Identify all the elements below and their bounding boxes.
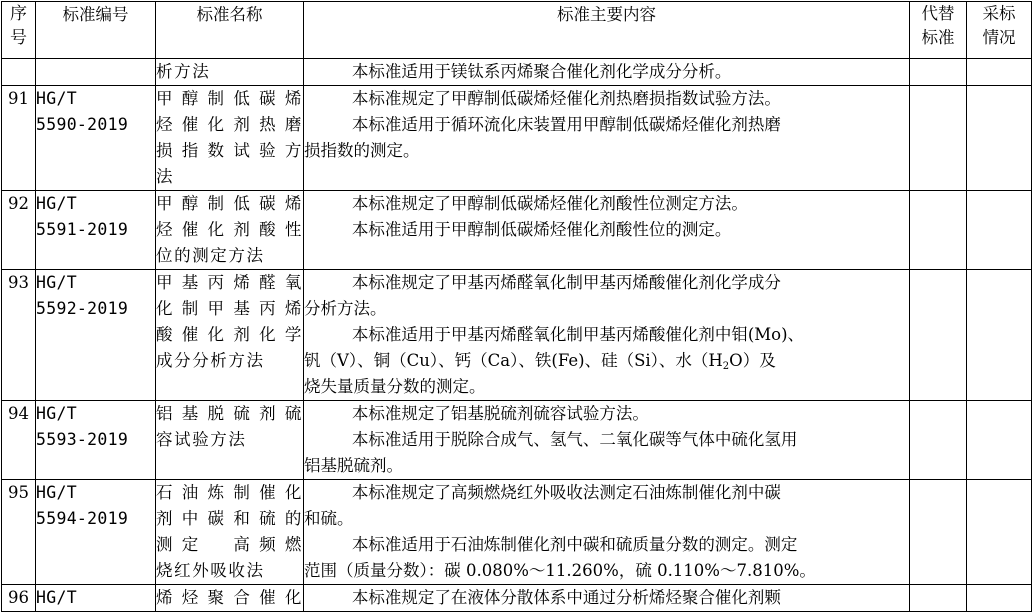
content-para: 损指数的测定。 — [304, 141, 420, 160]
row-name — [156, 86, 304, 191]
content-para — [304, 348, 909, 374]
row-name — [156, 59, 304, 86]
content-para: 本标准适用于脱除合成气、氢气、二氧化碳等气体中硫化氢用 — [351, 430, 798, 449]
row-code — [36, 585, 156, 612]
name-line: 剂中碳和硫的 — [156, 509, 303, 528]
table-row — [2, 86, 1032, 191]
content-text: 钒（V）、铜（Cu）、钙（Ca）、铁(Fe)、硅（Si）、水（H — [304, 351, 723, 370]
row-adopted — [967, 480, 1032, 585]
table-row — [2, 585, 1032, 612]
table-row — [2, 270, 1032, 401]
code-prefix: HG/T — [36, 273, 77, 292]
content-para: 本标准适用于循环流化床装置用甲醇制低碳烯烃催化剂热磨 — [351, 115, 781, 134]
row-code — [36, 270, 156, 401]
name-line: 石油炼制催化 — [156, 483, 303, 502]
name-line: 甲醇制低碳烯 — [156, 194, 303, 213]
row-seq: 91 — [2, 86, 36, 191]
name-line: 烃催化剂酸性 — [156, 220, 303, 239]
row-content — [304, 401, 910, 480]
name-line: 成分分析方法 — [156, 351, 265, 370]
standards-table — [1, 1, 1032, 612]
row-adopted — [967, 86, 1032, 191]
header-code: 标准编号 — [36, 2, 156, 59]
code-prefix: HG/T — [36, 483, 77, 502]
name-line: 化制甲基丙烯 — [156, 299, 303, 318]
row-name — [156, 270, 304, 401]
row-adopted — [967, 59, 1032, 86]
content-para: 本标准规定了在液体分散体系中通过分析烯烃聚合催化剂颗 — [351, 588, 781, 607]
header-content: 标准主要内容 — [304, 2, 910, 59]
code-prefix: HG/T — [36, 404, 77, 423]
header-name: 标准名称 — [156, 2, 304, 59]
content-para: 铝基脱硫剂。 — [304, 456, 403, 475]
content-para: 范围（质量分数）：碳 0.080%～11.260%，硫 0.110%～7.810%。 — [304, 561, 816, 580]
row-name — [156, 191, 304, 270]
code-prefix: HG/T — [36, 194, 77, 213]
row-replaced — [910, 401, 967, 480]
row-seq: 95 — [2, 480, 36, 585]
name-line: 烧红外吸收法 — [156, 561, 265, 580]
name-line: 酸催化剂化学 — [156, 325, 303, 344]
row-code — [36, 480, 156, 585]
row-content — [304, 86, 910, 191]
row-replaced — [910, 86, 967, 191]
content-para: 分析方法。 — [304, 299, 387, 318]
code-number: 5593-2019 — [36, 430, 129, 449]
name-line: 烯烃聚合催化 — [156, 588, 303, 607]
row-content — [304, 585, 910, 612]
name-line: 烃催化剂热磨 — [156, 115, 303, 134]
content-para: 本标准规定了甲基丙烯醛氧化制甲基丙烯酸催化剂化学成分 — [351, 273, 781, 292]
content-para: 本标准适用于石油炼制催化剂中碳和硫质量分数的测定。测定 — [351, 535, 798, 554]
header-replaced: 代替标准 — [910, 2, 967, 59]
subscript: 2 — [722, 361, 730, 372]
row-replaced — [910, 270, 967, 401]
row-name — [156, 585, 304, 612]
content-para: 本标准规定了铝基脱硫剂硫容试验方法。 — [351, 404, 649, 423]
name-line: 位的测定方法 — [156, 246, 265, 265]
header-seq: 序号 — [2, 2, 36, 59]
row-content — [304, 480, 910, 585]
name-line: 甲醇制低碳烯 — [156, 89, 303, 108]
code-number: 5591-2019 — [36, 220, 129, 239]
row-seq: 93 — [2, 270, 36, 401]
row-content — [304, 59, 910, 86]
name-line: 法 — [156, 167, 175, 186]
table-row — [2, 59, 1032, 86]
row-adopted — [967, 270, 1032, 401]
table-row — [2, 191, 1032, 270]
row-code — [36, 191, 156, 270]
row-seq: 92 — [2, 191, 36, 270]
content-text: O）及 — [729, 351, 776, 370]
row-adopted — [967, 191, 1032, 270]
row-code — [36, 59, 156, 86]
row-name — [156, 401, 304, 480]
row-adopted — [967, 401, 1032, 480]
table-header-row — [2, 2, 1032, 59]
row-replaced — [910, 480, 967, 585]
code-prefix: HG/T — [36, 89, 77, 108]
row-replaced — [910, 191, 967, 270]
row-seq: 96 — [2, 585, 36, 612]
name-line: 析方法 — [156, 62, 211, 81]
row-seq — [2, 59, 36, 86]
name-line: 容试验方法 — [156, 430, 247, 449]
name-line: 铝基脱硫剂硫 — [156, 404, 303, 423]
row-name — [156, 480, 304, 585]
row-content — [304, 270, 910, 401]
row-seq: 94 — [2, 401, 36, 480]
content-para: 本标准适用于甲基丙烯醛氧化制甲基丙烯酸催化剂中钼(Mo)、 — [351, 325, 805, 344]
content-para: 本标准适用于镁钛系丙烯聚合催化剂化学成分分析。 — [351, 62, 732, 81]
code-number: 5594-2019 — [36, 509, 129, 528]
name-line: 测定 高频燃 — [156, 535, 303, 554]
content-para: 和硫。 — [304, 509, 354, 528]
row-code — [36, 401, 156, 480]
table-row — [2, 401, 1032, 480]
table-row — [2, 480, 1032, 585]
content-para: 本标准适用于甲醇制低碳烯烃催化剂酸性位的测定。 — [351, 220, 732, 239]
content-para: 本标准规定了甲醇制低碳烯烃催化剂热磨损指数试验方法。 — [351, 89, 781, 108]
row-replaced — [910, 59, 967, 86]
code-number: 5592-2019 — [36, 299, 129, 318]
row-replaced — [910, 585, 967, 612]
row-code — [36, 86, 156, 191]
row-content — [304, 191, 910, 270]
content-para: 烧失量质量分数的测定。 — [304, 377, 486, 396]
header-adopted: 采标情况 — [967, 2, 1032, 59]
code-number: 5590-2019 — [36, 115, 129, 134]
row-adopted — [967, 585, 1032, 612]
content-para: 本标准规定了甲醇制低碳烯烃催化剂酸性位测定方法。 — [351, 194, 748, 213]
content-para: 本标准规定了高频燃烧红外吸收法测定石油炼制催化剂中碳 — [351, 483, 781, 502]
name-line: 甲基丙烯醛氧 — [156, 273, 303, 292]
name-line: 损指数试验方 — [156, 141, 303, 160]
code-prefix: HG/T — [36, 588, 77, 607]
